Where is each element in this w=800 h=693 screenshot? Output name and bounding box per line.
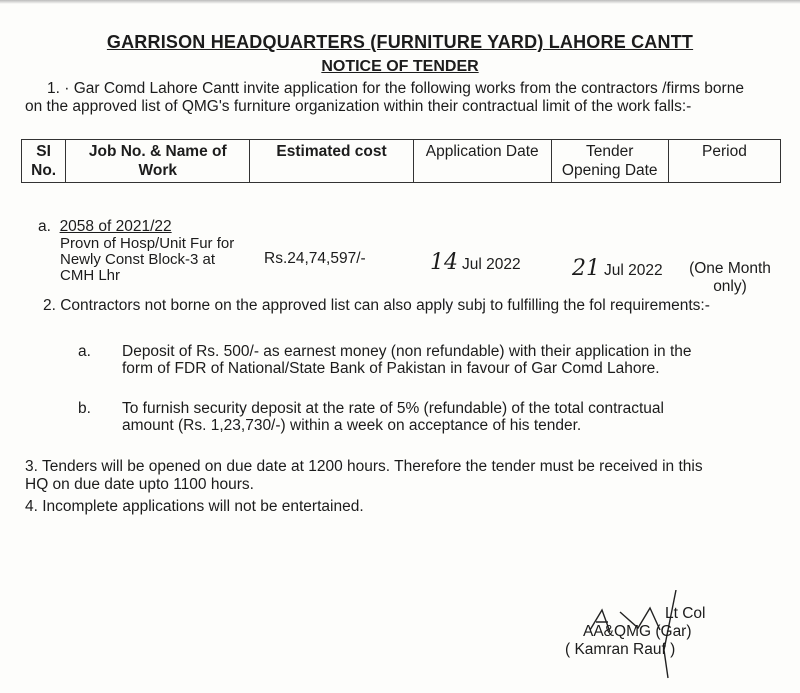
application-day-handwritten: 14 [430,250,458,275]
paragraph-1: 1. · Gar Comd Lahore Cantt invite application for the following works from the contractors /firms borne on the approved list of QMG's furniture organization within their contractual limit of the work falls:- [25,80,744,115]
paragraph-2: 2. Contractors not borne on the approved list can also apply subj to fulfilling the fol requirements:- [43,297,710,314]
opening-day-handwritten: 21 [572,256,600,281]
signature-block [565,605,706,659]
paragraph-3: 3. Tenders will be opened on due date at 1200 hours. Therefore the tender must be received in this HQ on due date upto 1100 hours. [25,458,703,493]
row-a-jobno [38,218,172,235]
application-date [430,250,521,275]
signature-appointment: AA&QMG (Gar) [583,623,692,640]
tender-table-header [21,139,781,183]
col-opening-date: Tender Opening Date [551,140,668,183]
opening-date [572,256,663,281]
col-period: Period [668,140,780,183]
requirement-a-label: a. [78,343,91,360]
scan-edge [0,0,800,4]
requirement-b-label: b. [78,400,91,417]
period: (One Month only) [689,260,771,295]
job-number: 2058 of 2021/22 [59,218,172,235]
col-application-date: Application Date [413,140,551,183]
requirement-a-text: Deposit of Rs. 500/- as earnest money (non refundable) with their application in the form of FDR of National/State Bank of Pakistan in favour of Gar Comd Lahore. [122,343,692,377]
col-estimated-cost: Estimated cost [250,140,414,183]
col-sl-no: SI No. [22,140,66,183]
work-name: Provn of Hosp/Unit Fur for Newly Const Block-3 at CMH Lhr [60,235,235,284]
application-month: Jul 2022 [462,256,521,273]
estimated-cost: Rs.24,74,597/- [264,250,366,267]
signature-name: ( Kamran Rauf ) [565,641,676,658]
col-job-name: Job No. & Name of Work [66,140,250,183]
opening-month: Jul 2022 [604,262,663,279]
paragraph-4: 4. Incomplete applications will not be entertained. [25,498,364,515]
signature-rank: Lt Col [665,605,706,622]
requirement-b-text: To furnish security deposit at the rate of 5% (refundable) of the total contractual amount (Rs. 1,23,730/-) within a week on acceptance of his tender. [122,400,664,434]
row-label: a. [38,218,51,235]
page-title: GARRISON HEADQUARTERS (FURNITURE YARD) LAHORE CANTT [106,32,694,52]
notice-subtitle: NOTICE OF TENDER [321,58,479,75]
